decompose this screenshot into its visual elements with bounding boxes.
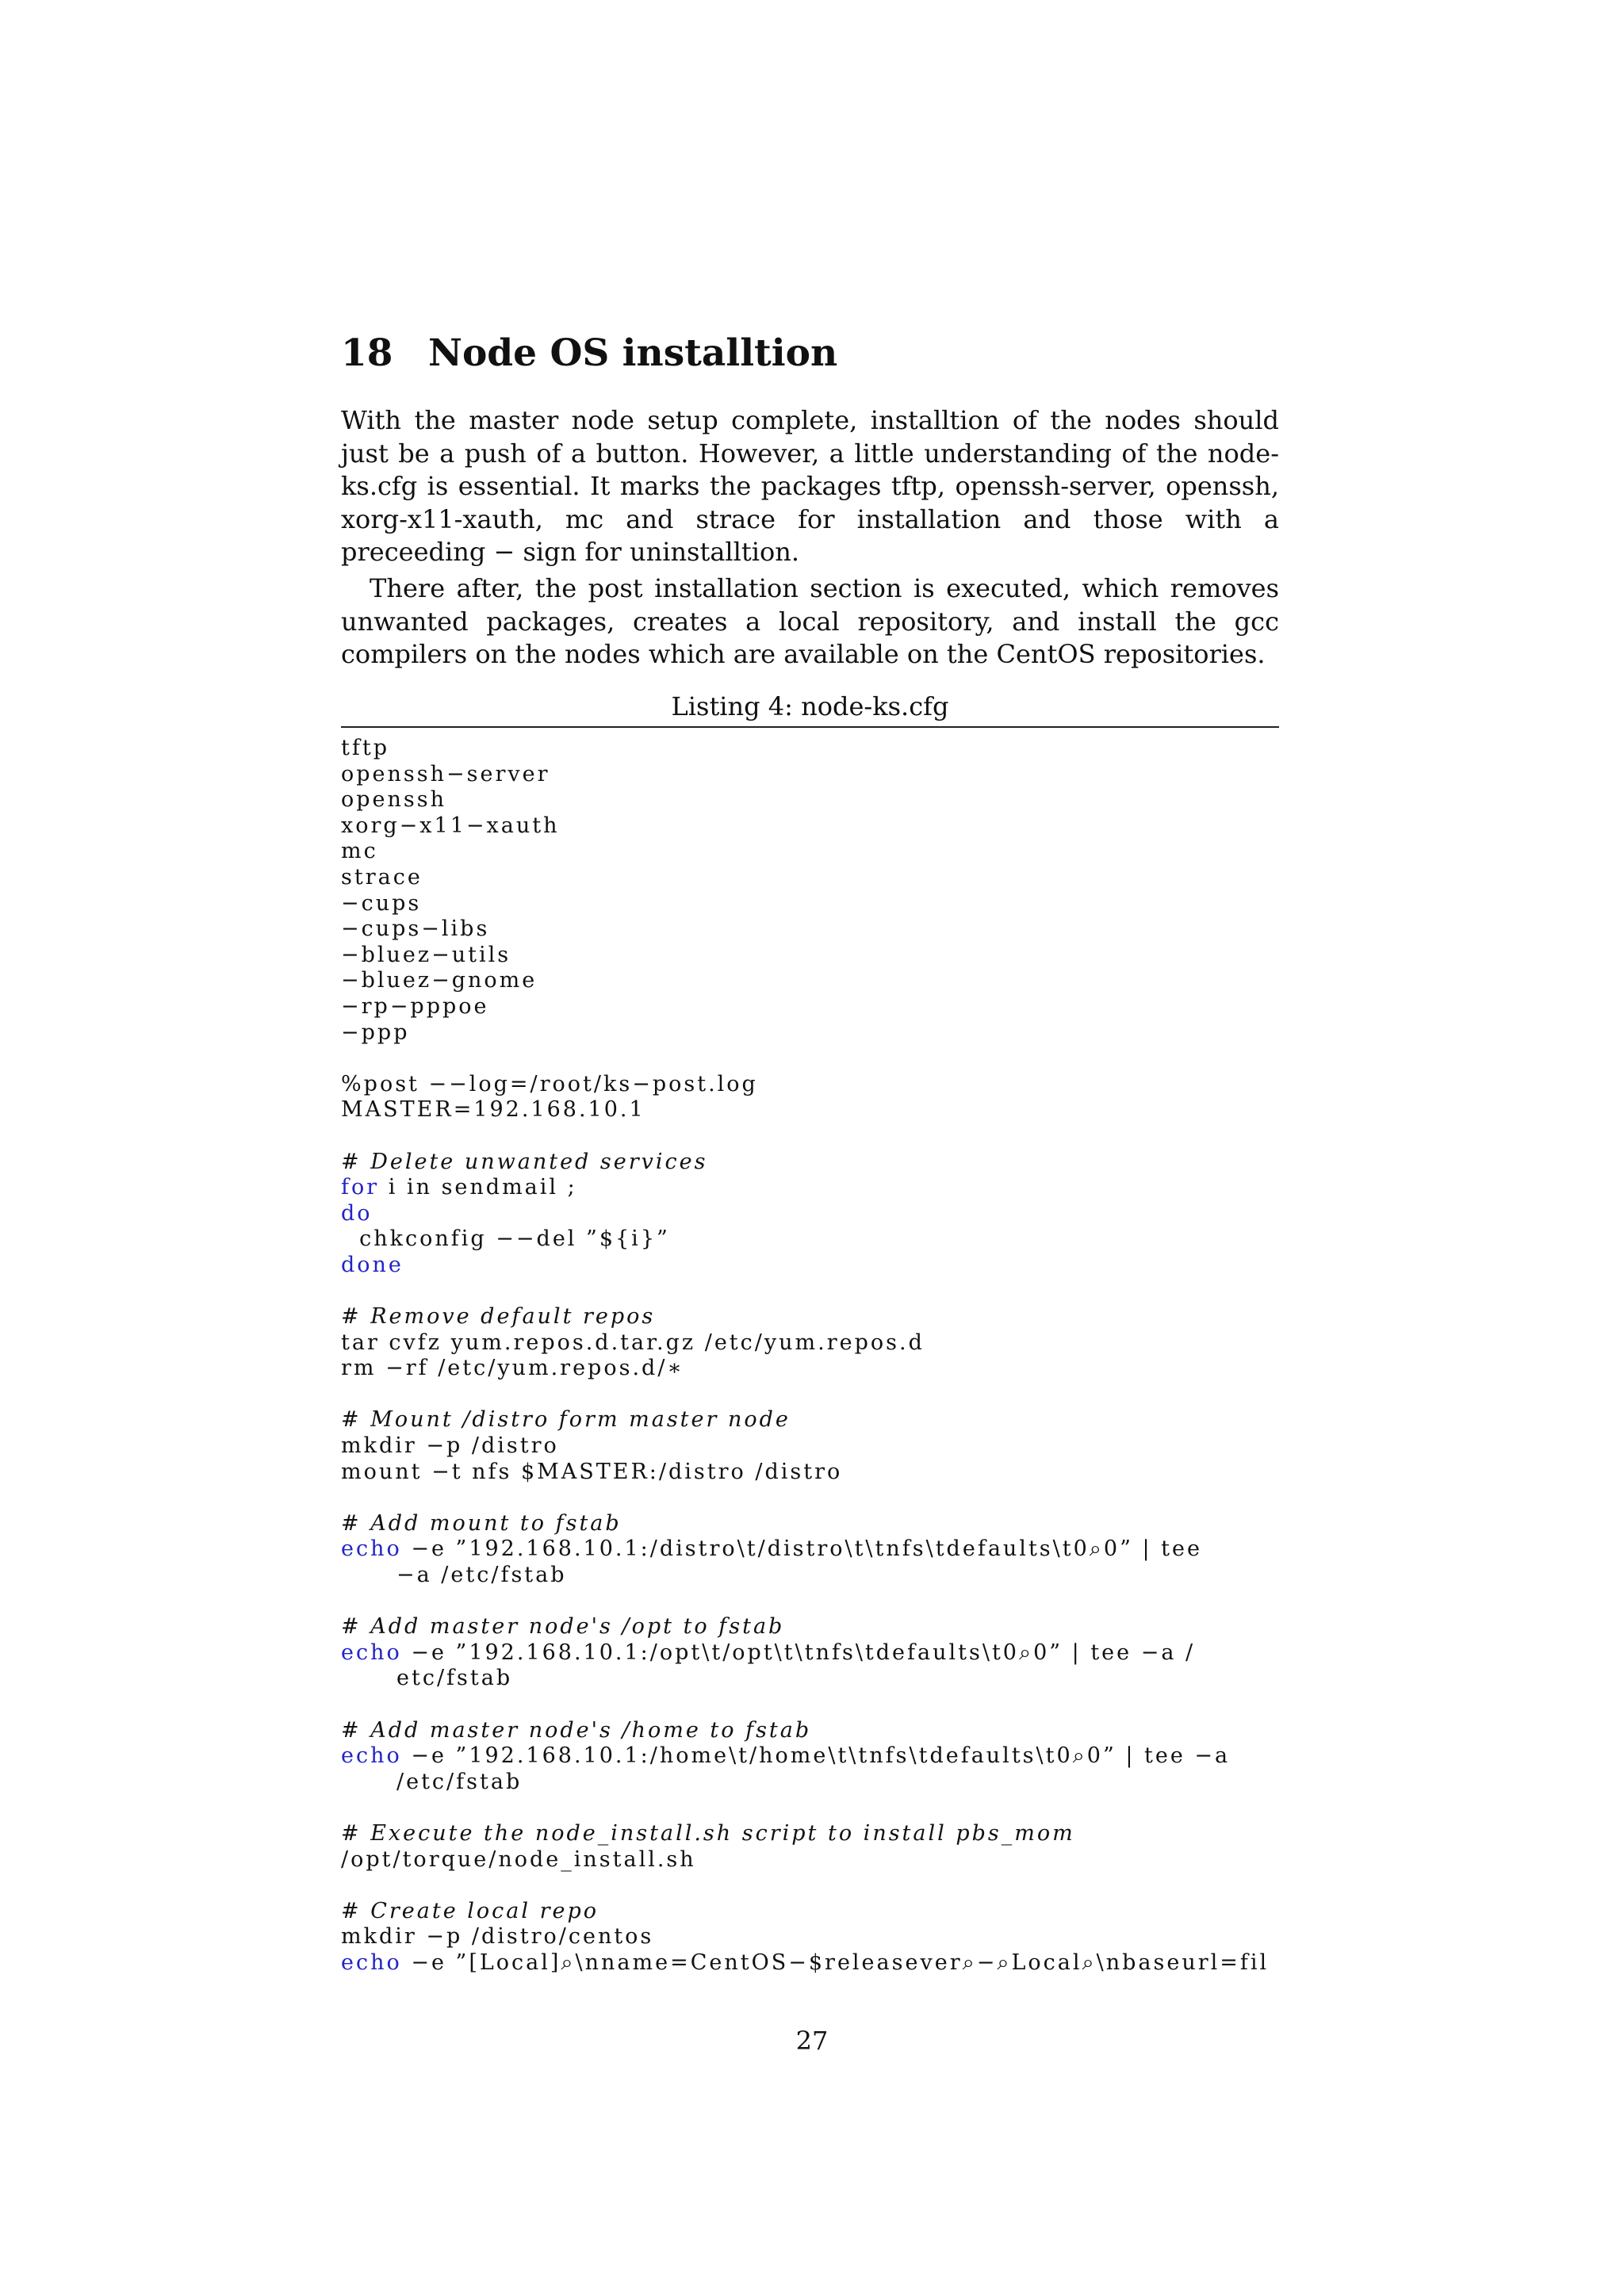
code-listing xyxy=(341,736,1279,1976)
code-line xyxy=(341,839,1279,865)
code-blank-line xyxy=(341,1795,1279,1821)
code-line xyxy=(341,1950,1279,1976)
code-line xyxy=(341,1770,1279,1796)
code-line xyxy=(341,1097,1279,1123)
code-keyword: echo xyxy=(341,1950,402,1975)
section-number: 18 xyxy=(341,331,393,375)
code-text: −bluez−gnome xyxy=(341,968,538,993)
code-comment: # Remove default repos xyxy=(341,1304,656,1330)
code-blank-line xyxy=(341,1278,1279,1304)
code-text: openssh−server xyxy=(341,761,550,786)
code-line xyxy=(341,1201,1279,1227)
code-text: −a /etc/fstab xyxy=(396,1563,567,1587)
code-text: −ppp xyxy=(341,1020,410,1045)
code-text: tftp xyxy=(341,736,389,760)
code-text: mc xyxy=(341,839,378,864)
code-text: i in sendmail ; xyxy=(379,1175,577,1200)
code-blank-line xyxy=(341,1589,1279,1615)
paragraph-intro: With the master node setup complete, installtion of the nodes should just be a push of a button. However, a little understanding of the node-ks.cfg is essential. It marks the packages tftp, openssh-server, openssh, xorg-x11-xauth, mc and strace for installation and those with a preceeding − sign for uninstalltion. xyxy=(341,405,1279,567)
code-line xyxy=(341,736,1279,762)
code-blank-line xyxy=(341,1046,1279,1072)
code-line xyxy=(341,1407,1279,1433)
code-line xyxy=(341,1640,1279,1667)
code-line xyxy=(341,916,1279,943)
code-line xyxy=(341,1511,1279,1537)
code-line xyxy=(341,943,1279,969)
code-text: −e ”192.168.10.1:/opt\t/opt\t\tnfs\tdefaults\t0⌕0” | tee −a / xyxy=(401,1640,1196,1665)
code-text: mkdir −p /distro xyxy=(341,1433,559,1459)
code-keyword: do xyxy=(341,1200,373,1226)
code-comment: # Mount /distro form master node xyxy=(341,1407,791,1433)
code-line xyxy=(341,1356,1279,1382)
code-line xyxy=(341,1536,1279,1563)
code-text: −cups−libs xyxy=(341,916,490,942)
code-keyword: for xyxy=(341,1175,380,1200)
code-keyword: echo xyxy=(341,1536,402,1562)
code-line xyxy=(341,891,1279,917)
code-keyword: echo xyxy=(341,1640,402,1665)
code-text: openssh xyxy=(341,787,447,813)
code-text: −e ”[Local]⌕\nname=CentOS−$releasever⌕−⌕Local⌕\nbaseurl=fil xyxy=(401,1950,1270,1975)
code-line xyxy=(341,1072,1279,1098)
code-line xyxy=(341,1175,1279,1201)
code-line xyxy=(341,865,1279,891)
code-text: mkdir −p /distro/centos xyxy=(341,1924,654,1950)
code-keyword: echo xyxy=(341,1743,402,1769)
code-line xyxy=(341,762,1279,788)
code-line xyxy=(341,1899,1279,1925)
code-line xyxy=(341,1226,1279,1253)
code-line xyxy=(341,1330,1279,1357)
code-text: /etc/fstab xyxy=(396,1769,523,1794)
section-heading xyxy=(341,331,837,375)
code-text: −cups xyxy=(341,890,422,916)
code-line xyxy=(341,1433,1279,1460)
code-blank-line xyxy=(341,1123,1279,1150)
code-line xyxy=(341,1743,1279,1770)
listing-caption: Listing 4: node-ks.cfg xyxy=(671,691,949,721)
code-text: xorg−x11−xauth xyxy=(341,813,560,838)
code-line xyxy=(341,968,1279,994)
code-text: %post −−log=/root/ks−post.log xyxy=(341,1071,758,1096)
code-text: −e ”192.168.10.1:/distro\t/distro\t\tnfs\tdefaults\t0⌕0” | tee xyxy=(401,1536,1202,1562)
code-text: −rp−pppoe xyxy=(341,993,489,1019)
code-text: mount −t nfs $MASTER:/distro /distro xyxy=(341,1459,843,1484)
code-line xyxy=(341,1304,1279,1330)
code-line xyxy=(341,1847,1279,1873)
code-comment: # Add master node's /home to fstab xyxy=(341,1717,812,1743)
code-line xyxy=(341,1253,1279,1279)
code-line xyxy=(341,787,1279,813)
code-line xyxy=(341,813,1279,840)
code-line xyxy=(341,1666,1279,1692)
code-line xyxy=(341,1460,1279,1486)
code-line xyxy=(341,1718,1279,1744)
code-text: −bluez−utils xyxy=(341,942,511,967)
code-keyword: done xyxy=(341,1252,404,1277)
code-comment: # Add mount to fstab xyxy=(341,1510,622,1536)
code-comment: # Create local repo xyxy=(341,1898,599,1923)
code-line xyxy=(341,1563,1279,1589)
code-text: −e ”192.168.10.1:/home\t/home\t\tnfs\tdefaults\t0⌕0” | tee −a xyxy=(401,1743,1231,1769)
code-blank-line xyxy=(341,1873,1279,1899)
code-comment: # Execute the node_install.sh script to install pbs_mom xyxy=(341,1820,1075,1846)
page-number: 27 xyxy=(795,2026,829,2056)
code-text: tar cvfz yum.repos.d.tar.gz /etc/yum.repos.d xyxy=(341,1330,925,1355)
code-comment: # Delete unwanted services xyxy=(341,1149,708,1174)
code-text: rm −rf /etc/yum.repos.d/∗ xyxy=(341,1356,684,1381)
paragraph-post-install: There after, the post installation section is executed, which removes unwanted packages, creates a local repository, and install the gcc compilers on the nodes which are available on the CentOS repositories. xyxy=(341,573,1279,669)
section-title: Node OS installtion xyxy=(428,331,838,375)
code-line xyxy=(341,1150,1279,1176)
code-text: chkconfig −−del ”${i}” xyxy=(341,1226,670,1252)
code-line xyxy=(341,1020,1279,1047)
code-blank-line xyxy=(341,1485,1279,1511)
code-line xyxy=(341,1614,1279,1640)
code-line xyxy=(341,1821,1279,1847)
code-text: etc/fstab xyxy=(396,1666,513,1691)
code-blank-line xyxy=(341,1382,1279,1408)
code-blank-line xyxy=(341,1692,1279,1718)
code-comment: # Add master node's /opt to fstab xyxy=(341,1614,785,1640)
code-text: strace xyxy=(341,864,423,890)
code-line xyxy=(341,1924,1279,1950)
code-line xyxy=(341,994,1279,1020)
listing-top-rule xyxy=(341,726,1279,728)
code-text: /opt/torque/node_install.sh xyxy=(341,1846,696,1872)
code-text: MASTER=192.168.10.1 xyxy=(341,1097,645,1123)
